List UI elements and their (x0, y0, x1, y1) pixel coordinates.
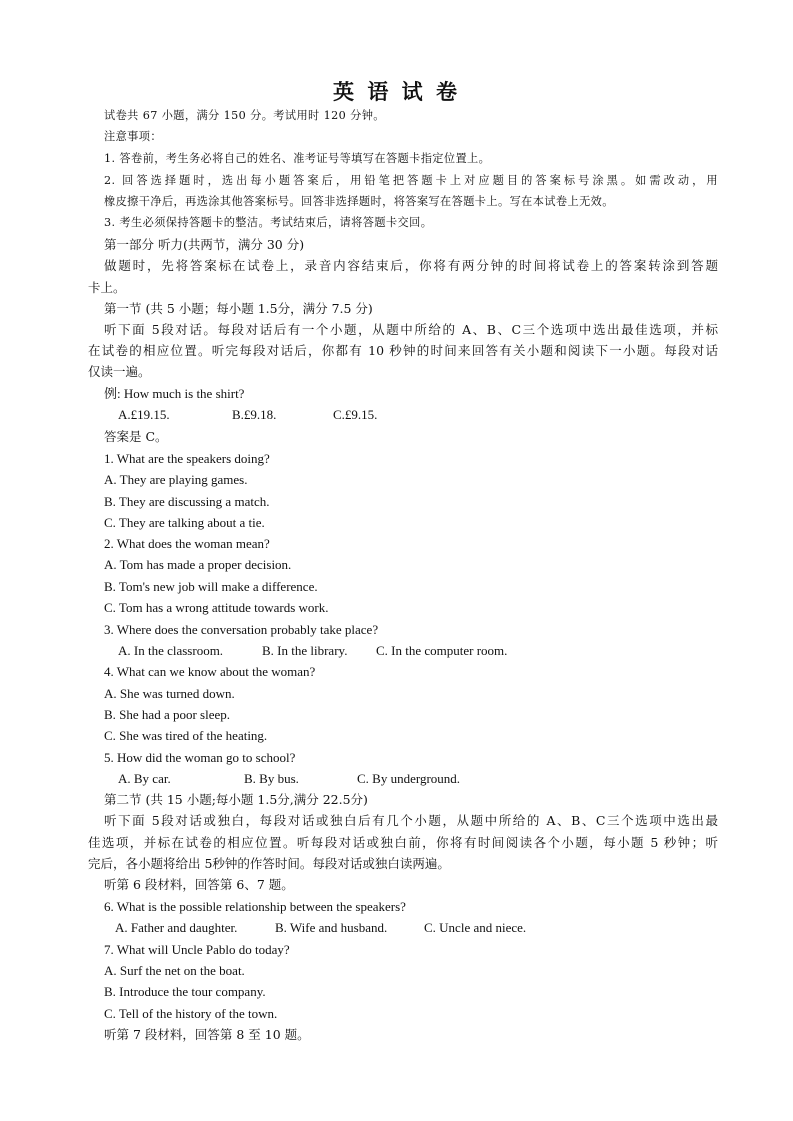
notice-item-2-line-2: 橡皮擦干净后，再选涂其他答案标号。回答非选择题时，将答案写在答题卡上。写在本试卷上无效。 (104, 195, 614, 208)
example-option-c: C.£9.15. (333, 407, 378, 422)
question-2-option-b: B. Tom's new job will make a difference. (104, 579, 318, 594)
question-3-option-c: C. In the computer room. (376, 643, 508, 658)
notice-item-2-line-1: 2. 回答选择题时，选出每小题答案后，用铅笔把答题卡上对应题目的答案标号涂黑。如需改动，用 (104, 174, 718, 187)
notice-summary: 试卷共 67 小题，满分 150 分。考试用时 120 分钟。 (104, 109, 385, 122)
section1-instruction-line-1: 听下面 5段对话。每段对话后有一个小题，从题中所给的 A、B、C三个选项中选出最佳选项，并标 (104, 322, 718, 337)
notice-heading: 注意事项： (104, 130, 162, 143)
question-3-option-b: B. In the library. (262, 643, 348, 658)
question-5-option-c: C. By underground. (357, 771, 461, 786)
exam-title: 英 语 试 卷 (333, 79, 460, 104)
notice-item-1: 1. 答卷前，考生务必将自己的姓名、准考证号等填写在答题卡指定位置上。 (104, 152, 491, 165)
question-4-option-a: A. She was turned down. (104, 686, 235, 701)
question-1-option-b: B. They are discussing a match. (104, 494, 270, 509)
question-4-option-c: C. She was tired of the heating. (104, 728, 268, 743)
question-5-option-a: A. By car. (118, 771, 171, 786)
notice-item-3: 3. 考生必须保持答题卡的整洁。考试结束后，请将答题卡交回。 (104, 216, 433, 229)
question-5: 5. How did the woman go to school? (104, 750, 296, 765)
question-2-option-c: C. Tom has a wrong attitude towards work. (104, 600, 329, 615)
part1-instruction-line-2: 卡上。 (88, 280, 126, 295)
material-6-note: 听第 6 段材料，回答第 6、7 题。 (104, 877, 294, 892)
question-6-option-b: B. Wife and husband. (275, 920, 388, 935)
question-4-option-b: B. She had a poor sleep. (104, 707, 231, 722)
example-answer: 答案是 C。 (104, 429, 168, 444)
question-5-option-b: B. By bus. (244, 771, 299, 786)
question-7-option-b: B. Introduce the tour company. (104, 984, 266, 999)
example-question: 例: How much is the shirt? (104, 386, 245, 401)
part1-instruction-line-1: 做题时，先将答案标在试卷上，录音内容结束后，你将有两分钟的时间将试卷上的答案转涂到答题 (104, 258, 718, 273)
section1-instruction-line-3: 仅读一遍。 (88, 364, 151, 379)
question-7: 7. What will Uncle Pablo do today? (104, 942, 290, 957)
section1-heading: 第一节 (共 5 小题；每小题 1.5分，满分 7.5 分) (104, 301, 373, 316)
question-6: 6. What is the possible relationship between the speakers? (104, 899, 406, 914)
section2-heading: 第二节 (共 15 小题;每小题 1.5分,满分 22.5分) (104, 792, 368, 807)
question-2: 2. What does the woman mean? (104, 536, 270, 551)
question-1-option-a: A. They are playing games. (104, 472, 248, 487)
example-option-b: B.£9.18. (232, 407, 277, 422)
question-7-option-c: C. Tell of the history of the town. (104, 1006, 278, 1021)
example-option-a: A.£19.15. (118, 407, 170, 422)
section2-instruction-line-3: 完后，各小题将给出 5秒钟的作答时间。每段对话或独白读两遍。 (88, 856, 450, 871)
question-2-option-a: A. Tom has made a proper decision. (104, 557, 292, 572)
part1-heading: 第一部分 听力(共两节，满分 30 分) (104, 237, 305, 252)
question-7-option-a: A. Surf the net on the boat. (104, 963, 245, 978)
section2-instruction-line-2: 佳选项，并标在试卷的相应位置。听每段对话或独白前，你将有时间阅读各个小题，每小题 5 秒钟；听 (88, 835, 718, 850)
question-1-option-c: C. They are talking about a tie. (104, 515, 265, 530)
material-7-note: 听第 7 段材料，回答第 8 至 10 题。 (104, 1027, 310, 1042)
question-6-option-c: C. Uncle and niece. (424, 920, 527, 935)
question-1: 1. What are the speakers doing? (104, 451, 270, 466)
question-4: 4. What can we know about the woman? (104, 664, 316, 679)
question-6-option-a: A. Father and daughter. (115, 920, 238, 935)
section2-instruction-line-1: 听下面 5段对话或独白，每段对话或独白后有几个小题，从题中所给的 A、B、C三个选项中选出最 (104, 813, 718, 828)
question-3-option-a: A. In the classroom. (118, 643, 224, 658)
section1-instruction-line-2: 在试卷的相应位置。听完每段对话后，你都有 10 秒钟的时间来回答有关小题和阅读下一小题。每段对话 (88, 343, 718, 358)
question-3: 3. Where does the conversation probably take place? (104, 622, 379, 637)
